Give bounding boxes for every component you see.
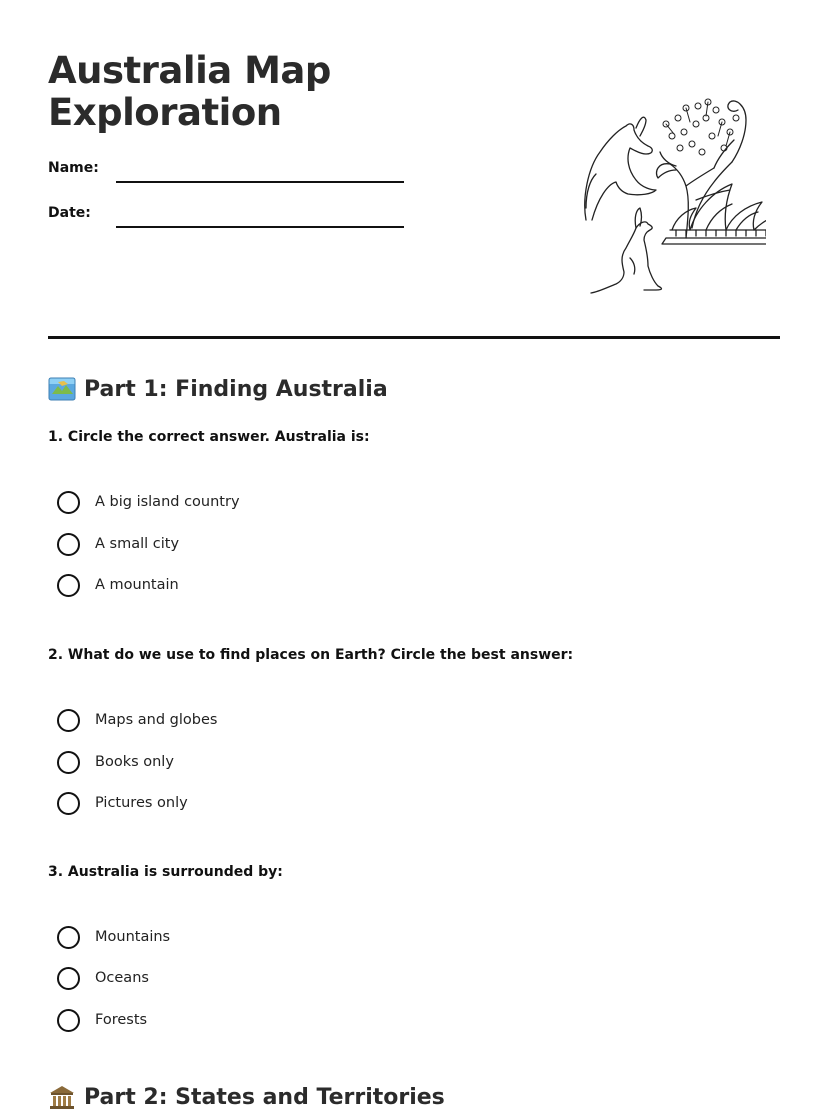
section-divider [48,336,780,339]
answer-option[interactable] [57,489,240,515]
part-2-heading [48,1082,445,1112]
option-label: Mountains [95,929,171,945]
part-1-title: Part 1: Finding Australia [84,376,388,402]
classical-building-icon [48,1084,76,1110]
radio-circle-icon[interactable] [57,792,80,815]
radio-circle-icon[interactable] [57,533,80,556]
option-label: Books only [95,754,174,770]
name-write-line[interactable] [116,181,404,183]
date-write-line[interactable] [116,226,404,228]
date-label: Date: [48,205,91,221]
name-label: Name: [48,160,99,176]
worksheet-page [48,0,780,1118]
radio-circle-icon[interactable] [57,926,80,949]
option-label: A big island country [95,494,240,510]
part-2-title: Part 2: States and Territories [84,1084,445,1110]
answer-option[interactable] [57,790,188,816]
map-icon [48,376,76,402]
option-label: Forests [95,1012,148,1028]
question-1: 1. Circle the correct answer. Australia is: [48,429,370,445]
question-2: 2. What do we use to find places on Earth? Circle the best answer: [48,647,574,663]
answer-option[interactable] [57,749,174,775]
radio-circle-icon[interactable] [57,574,80,597]
part-1-heading [48,374,388,404]
option-label: A small city [95,536,180,552]
radio-circle-icon[interactable] [57,1009,80,1032]
name-field[interactable] [48,160,408,190]
answer-option[interactable] [57,965,149,991]
worksheet-title [48,50,468,134]
radio-circle-icon[interactable] [57,709,80,732]
radio-circle-icon[interactable] [57,751,80,774]
question-3: 3. Australia is surrounded by: [48,864,283,880]
answer-option[interactable] [57,531,179,557]
option-label: Maps and globes [95,712,218,728]
radio-circle-icon[interactable] [57,967,80,990]
option-label: Pictures only [95,795,188,811]
answer-option[interactable] [57,924,170,950]
title-line-1: Australia Map [48,49,331,92]
answer-option[interactable] [57,707,217,733]
option-label: A mountain [95,577,179,593]
answer-option[interactable] [57,572,179,598]
option-label: Oceans [95,970,149,986]
answer-option[interactable] [57,1007,147,1033]
radio-circle-icon[interactable] [57,491,80,514]
kangaroo-opera-house-illustration [536,88,766,300]
date-field[interactable] [48,205,408,235]
title-line-2: Exploration [48,91,282,134]
